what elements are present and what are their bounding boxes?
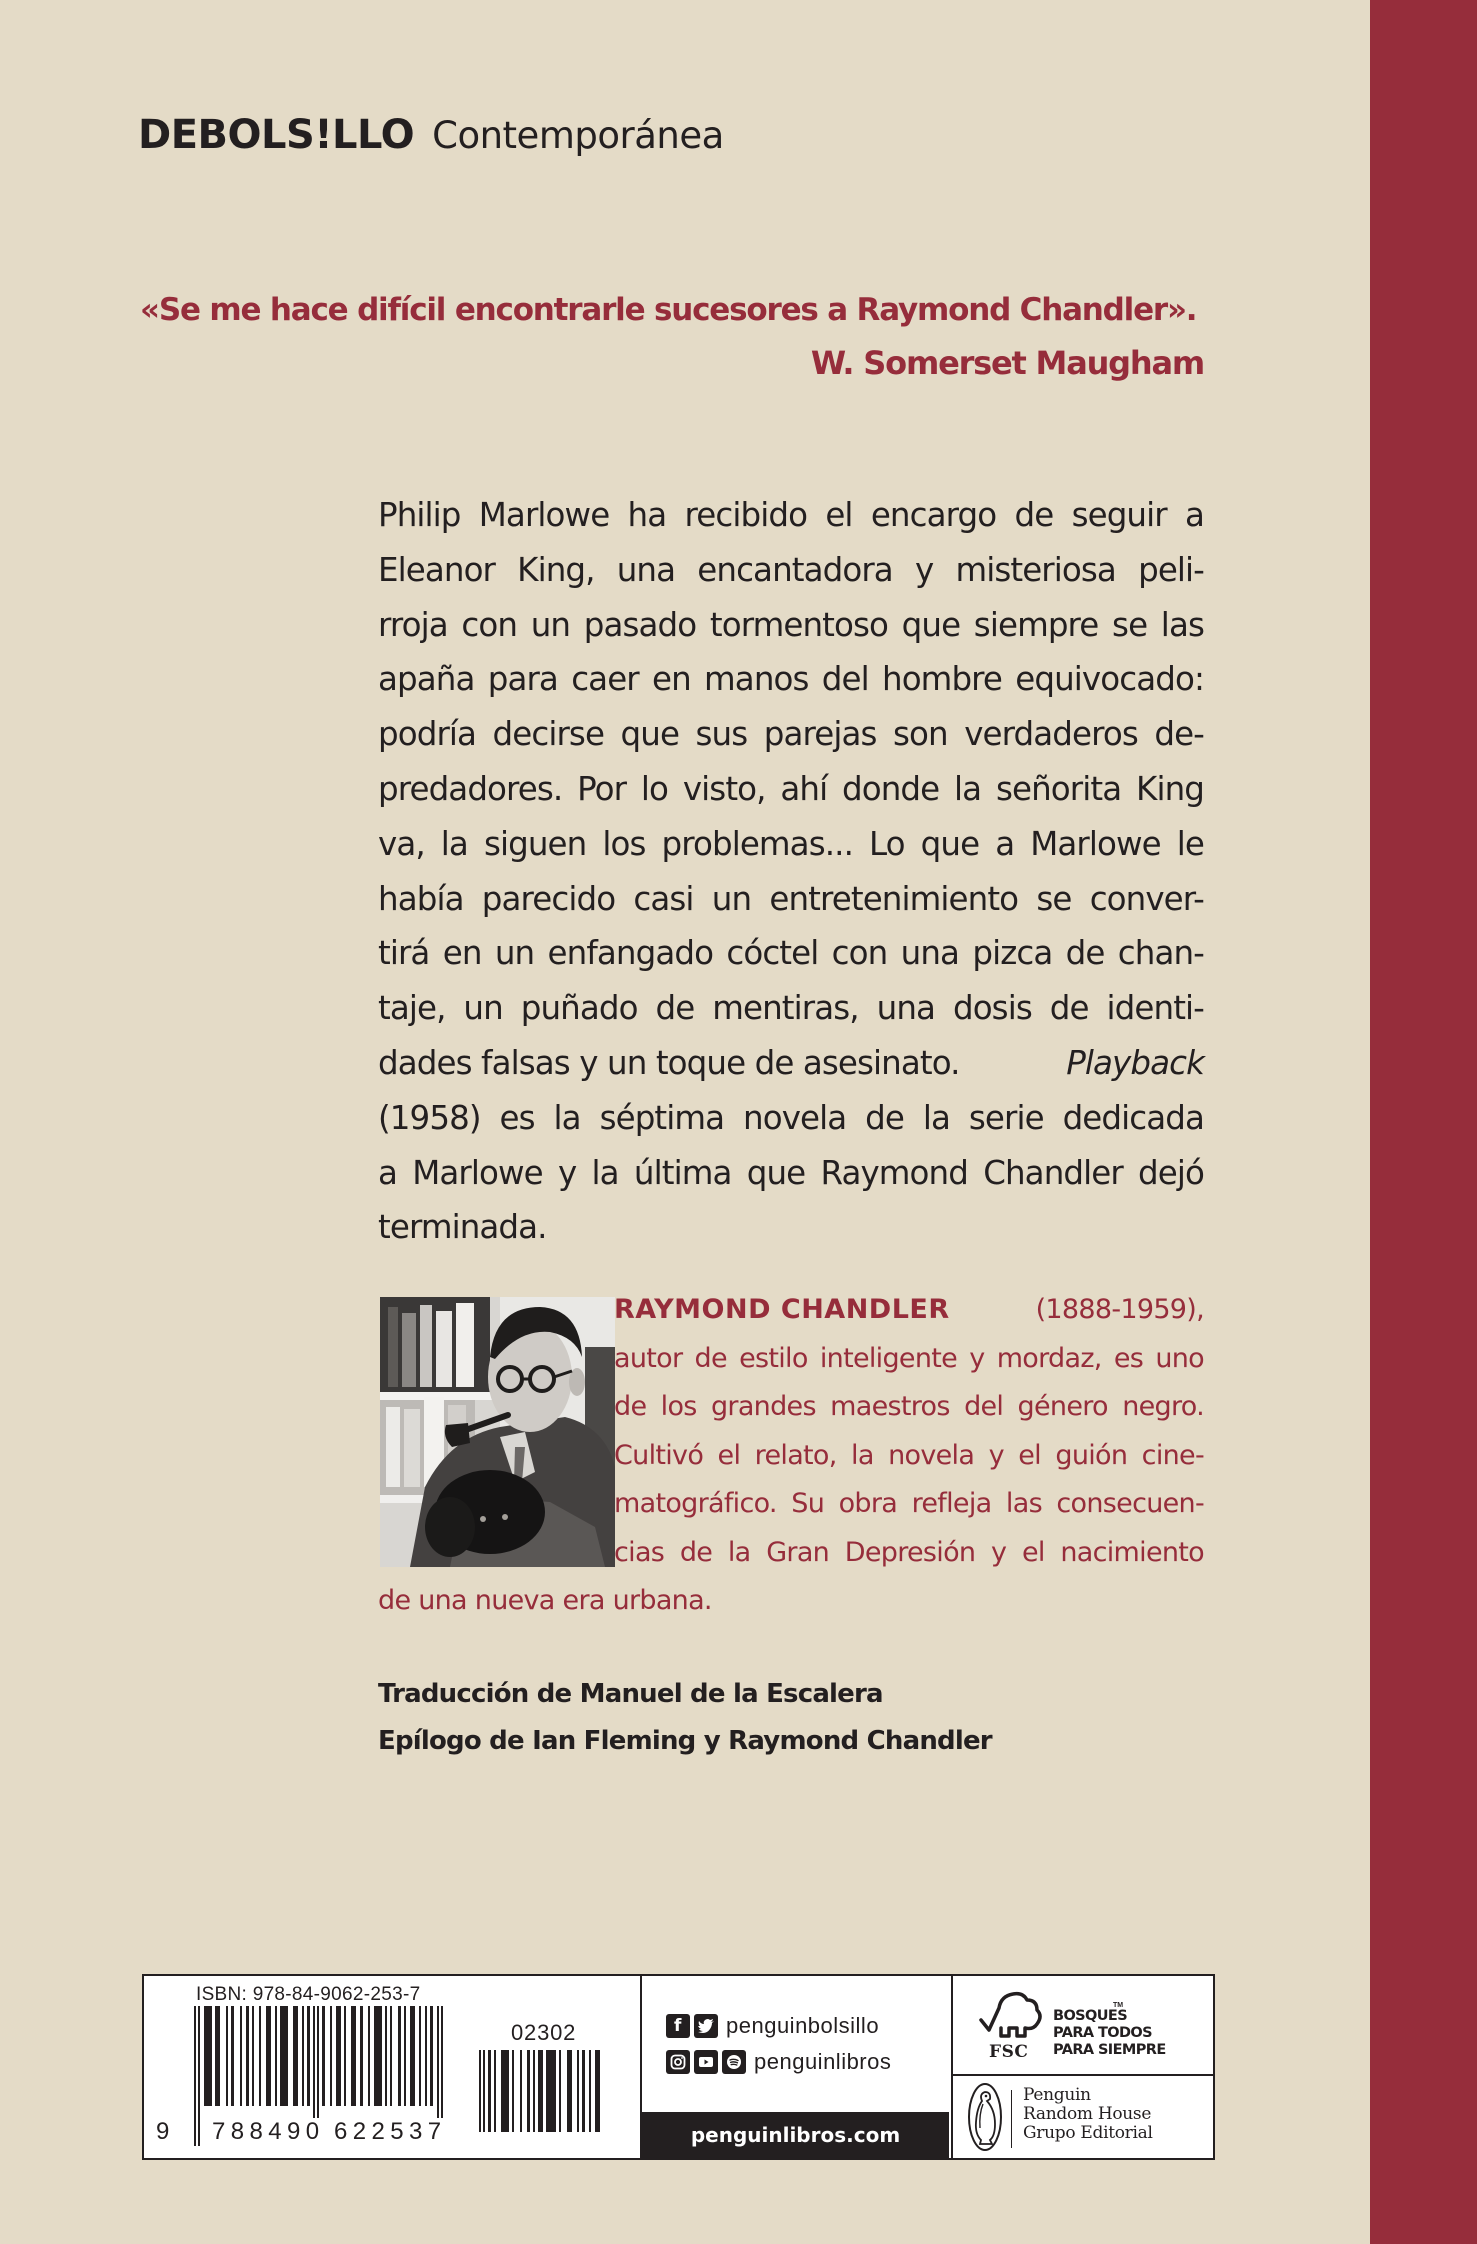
quote-text: «Se me hace difícil encontrarle sucesores a Raymond Chandler». — [140, 292, 1197, 328]
bio-heading-line — [614, 1286, 1204, 1335]
publisher-name — [1023, 2086, 1153, 2143]
synopsis-line: Philip Marlowe ha recibido el encargo de seguir a — [378, 496, 1204, 534]
ean-digits-right: 622537 — [334, 2118, 447, 2145]
isbn-label: ISBN: 978-84-9062-253-7 — [196, 1984, 421, 2005]
synopsis-line: apaña para caer en manos del hombre equivocado: — [378, 660, 1204, 699]
bio-line: autor de estilo inteligente y mordaz, es uno — [614, 1342, 1204, 1374]
social-row-penguinlibros — [666, 2049, 891, 2075]
price-addon-code: 02302 — [511, 2020, 577, 2045]
synopsis-line: taje, un puñado de mentiras, una dosis de identi- — [378, 989, 1204, 1028]
author-bio — [378, 1286, 1204, 1626]
fsc-slogan-line: PARA TODOS — [1053, 2025, 1152, 2041]
facebook-icon[interactable]: f — [666, 2014, 690, 2038]
bio-line: matográfico. Su obra refleja las consecuen- — [614, 1488, 1204, 1519]
social-handle[interactable]: penguinlibros — [754, 2049, 892, 2074]
penguin-random-house-imprint — [953, 2076, 1213, 2158]
book-spine-stripe — [1370, 0, 1477, 2244]
synopsis-line — [378, 1036, 1204, 1091]
ean-first-digit: 9 — [156, 2118, 170, 2145]
author-years: (1888-1959), — [1035, 1294, 1204, 1325]
fsc-slogan-line: BOSQUES — [1053, 2008, 1128, 2024]
logo-divider — [1011, 2090, 1012, 2148]
bio-line: cias de la Gran Depresión y el nacimiento — [614, 1536, 1204, 1568]
spotify-icon[interactable] — [722, 2050, 746, 2074]
addon-barcode-icon — [479, 2050, 609, 2132]
social-row-penguinbolsillo — [666, 2013, 879, 2039]
barcode-area — [144, 1976, 642, 2158]
publisher-logo: DEBOLS!LLO — [138, 112, 415, 158]
synopsis-line: podría decirse que sus parejas son verdaderos de- — [378, 715, 1204, 754]
synopsis-line: a Marlowe y la última que Raymond Chandler dejó — [378, 1153, 1204, 1192]
publisher-header — [138, 112, 724, 158]
fsc-slogan — [1053, 2008, 1166, 2059]
twitter-icon[interactable] — [694, 2014, 718, 2038]
fsc-slogan-line: PARA SIEMPRE — [1053, 2042, 1166, 2058]
publisher-name-line: Penguin — [1023, 2085, 1091, 2105]
instagram-icon[interactable] — [666, 2050, 690, 2074]
synopsis-line: (1958) es la séptima novela de la serie dedicada — [378, 1098, 1204, 1137]
social-media-area — [642, 1976, 953, 2158]
book-title-italic: Playback — [1066, 1043, 1204, 1082]
ean-digits-left: 788490 — [212, 2118, 325, 2145]
synopsis-line: predadores. Por lo visto, ahí donde la señorita King — [378, 769, 1204, 808]
fsc-tree-logo-icon — [979, 1990, 1049, 2042]
synopsis — [378, 488, 1204, 1255]
translator-credit: Traducción de Manuel de la Escalera — [378, 1679, 883, 1709]
blurb-quote — [140, 292, 1204, 382]
author-name: RAYMOND CHANDLER — [614, 1294, 950, 1325]
social-handle[interactable]: penguinbolsillo — [726, 2013, 880, 2038]
collection-name: Contemporánea — [432, 114, 724, 157]
publisher-name-line: Random House — [1023, 2104, 1152, 2124]
trademark-symbol: TM — [1113, 2002, 1124, 2009]
youtube-icon[interactable] — [694, 2050, 718, 2074]
credits — [378, 1671, 992, 1765]
synopsis-line: había parecido casi un entretenimiento se conver- — [378, 879, 1204, 918]
fsc-certification — [953, 1976, 1213, 2076]
publisher-name-line: Grupo Editorial — [1023, 2123, 1153, 2143]
penguin-logo-icon — [967, 2082, 1003, 2152]
website-link[interactable]: penguinlibros.com — [642, 2112, 949, 2158]
quote-author: W. Somerset Maugham — [810, 344, 1204, 382]
bio-line: de una nueva era urbana. — [378, 1585, 712, 1616]
bio-line: Cultivó el relato, la novela y el guión cine- — [614, 1439, 1204, 1471]
synopsis-line-text: dades falsas y un toque de asesinato. — [378, 1043, 960, 1082]
synopsis-line: va, la siguen los problemas... Lo que a Marlowe le — [378, 824, 1204, 863]
synopsis-line: rroja con un pasado tormentoso que siempre se las — [378, 605, 1204, 644]
synopsis-line: Eleanor King, una encantadora y misteriosa peli- — [378, 550, 1204, 589]
epilogue-credit: Epílogo de Ian Fleming y Raymond Chandler — [378, 1726, 992, 1756]
bio-line: de los grandes maestros del género negro. — [614, 1391, 1204, 1422]
back-cover-info-box — [142, 1974, 1215, 2160]
logos-area — [953, 1976, 1213, 2158]
synopsis-line: tirá en un enfangado cóctel con una pizca de chan- — [378, 934, 1204, 973]
fsc-label: FSC — [989, 2042, 1029, 2062]
synopsis-line: terminada. — [378, 1208, 547, 1247]
